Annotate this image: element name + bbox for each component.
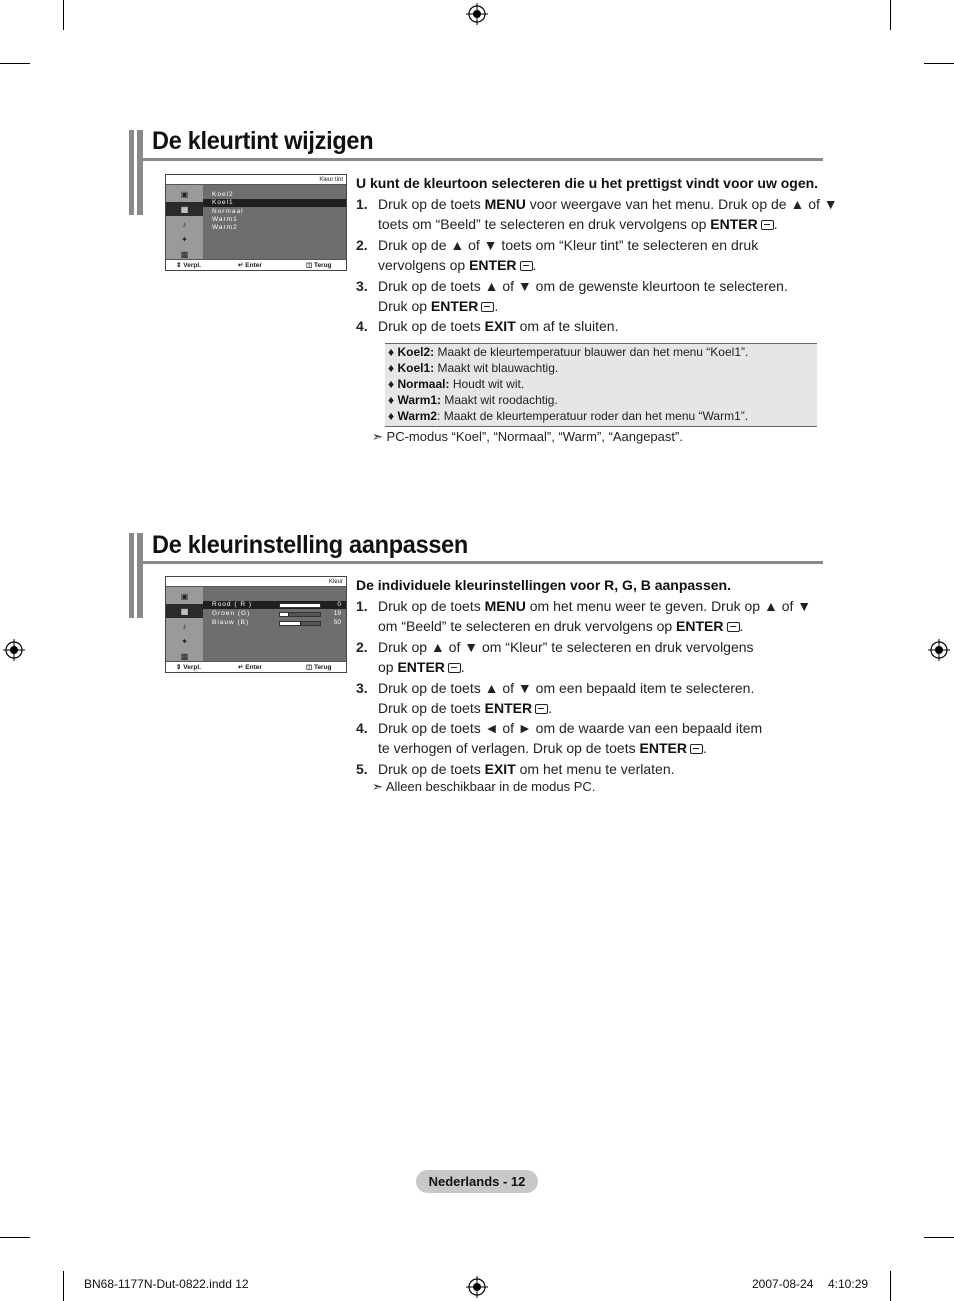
osd-footer xyxy=(166,259,346,270)
registration-mark-icon xyxy=(3,639,25,661)
picture-icon: ▦ xyxy=(166,202,203,216)
section-title: De kleurinstelling aanpassen xyxy=(152,531,469,559)
page-number-badge: Nederlands - 12 xyxy=(416,1170,538,1193)
osd-slider-bar[interactable] xyxy=(279,612,321,617)
step-text: Druk op de toets ◄ of ► om de waarde van een bepaald item xyxy=(378,720,763,736)
sound-icon: ♪ xyxy=(182,621,187,631)
enter-icon xyxy=(727,622,740,632)
osd-slider-label: Groen (G) xyxy=(212,610,251,617)
osd-slider-label: Blauw (B) xyxy=(212,619,250,626)
registration-mark-icon xyxy=(466,3,488,25)
osd-header: Kleur xyxy=(166,577,346,587)
pc-note xyxy=(372,779,595,795)
step-text: toets om “Beeld” te selecteren en druk vervolgens op ENTER . xyxy=(378,215,778,232)
section-bar xyxy=(137,533,143,618)
osd-menu-item[interactable]: Warm1 xyxy=(212,216,238,223)
step-item xyxy=(356,638,826,677)
osd-slider-bar[interactable] xyxy=(279,621,321,626)
step-item xyxy=(356,277,826,316)
section-title: De kleurtint wijzigen xyxy=(152,127,374,155)
channel-icon: ✦ xyxy=(181,636,188,646)
enter-icon xyxy=(690,744,703,754)
slug-date: 2007-08-24 xyxy=(752,1277,814,1291)
pc-note-text: PC-modus “Koel”, “Normaal”, “Warm”, “Aangepast”. xyxy=(386,429,683,444)
osd-slider-row[interactable] xyxy=(203,619,346,627)
step-text: Druk op de ▲ of ▼ toets om “Kleur tint” te selecteren en druk xyxy=(378,237,759,253)
step-item xyxy=(356,679,826,718)
step-item xyxy=(356,195,838,234)
osd-slider-bar[interactable] xyxy=(279,603,321,608)
crop-mark xyxy=(890,1271,891,1301)
step-number: 2. xyxy=(356,237,368,253)
step-text: op ENTER . xyxy=(378,658,465,675)
step-number: 1. xyxy=(356,196,368,212)
section-bar xyxy=(137,130,143,215)
osd-footer-back: ◫ Terug xyxy=(306,262,332,269)
section-rule xyxy=(143,561,823,564)
step-text: Druk op de toets MENU om het menu weer te geven. Druk op ▲ of ▼ xyxy=(378,598,812,614)
setup-icon: ▩ xyxy=(180,651,189,661)
channel-icon: ✦ xyxy=(181,234,188,244)
pc-note xyxy=(372,429,683,445)
step-item xyxy=(356,236,826,275)
osd-footer-enter: ↵ Enter xyxy=(238,262,262,269)
pc-note-text: Alleen beschikbaar in de modus PC. xyxy=(385,779,596,794)
section-lead: De individuele kleurinstellingen voor R, G, B aanpassen. xyxy=(356,577,731,593)
crop-mark xyxy=(890,0,891,30)
step-number: 4. xyxy=(356,720,368,736)
input-icon: ▣ xyxy=(180,591,189,601)
osd-menu-item[interactable]: Koel2 xyxy=(212,191,234,198)
bullet-icon: ♦ xyxy=(388,377,395,391)
crop-mark xyxy=(0,1237,30,1238)
step-item xyxy=(356,719,826,758)
step-item xyxy=(356,317,826,337)
osd-footer-move: ⇕ Verpl. xyxy=(176,664,201,671)
bullet-icon: ♦ xyxy=(388,345,395,359)
registration-mark-icon xyxy=(466,1276,488,1298)
step-text: te verhogen of verlagen. Druk op de toets ENTER . xyxy=(378,739,707,756)
enter-icon xyxy=(448,663,461,673)
osd-menu-item[interactable]: Normaal xyxy=(212,208,244,215)
osd-sidebar xyxy=(166,587,203,661)
section-bar xyxy=(129,130,134,215)
step-text: Druk op de toets ENTER . xyxy=(378,699,552,716)
crop-mark xyxy=(63,1271,64,1301)
input-icon: ▣ xyxy=(180,189,189,199)
step-text: om “Beeld” te selecteren en druk vervolgens op ENTER . xyxy=(378,617,744,634)
step-text: Druk op de toets ▲ of ▼ om een bepaald item te selecteren. xyxy=(378,680,755,696)
picture-icon: ▦ xyxy=(166,604,203,618)
osd-screen-color xyxy=(165,576,347,673)
osd-menu-item[interactable]: Koel1 xyxy=(203,199,346,207)
osd-sidebar xyxy=(166,185,203,259)
step-item xyxy=(356,597,826,636)
osd-header: Kleur tint xyxy=(166,175,346,185)
crop-mark xyxy=(924,63,954,64)
step-text: vervolgens op ENTER . xyxy=(378,256,537,273)
section-bar xyxy=(129,533,134,618)
crop-mark xyxy=(0,63,30,64)
note-item: ♦ Normaal: Houdt wit wit. xyxy=(388,377,525,391)
note-box xyxy=(385,343,817,427)
note-item: ♦ Koel2: Maakt de kleurtemperatuur blauwer dan het menu “Koel1”. xyxy=(388,345,749,359)
osd-slider-row[interactable] xyxy=(203,610,346,618)
step-text: Druk op de toets MENU voor weergave van het menu. Druk op de ▲ of ▼ xyxy=(378,196,838,212)
step-number: 5. xyxy=(356,761,368,777)
note-item: ♦ Koel1: Maakt wit blauwachtig. xyxy=(388,361,559,375)
step-text: Druk op ENTER . xyxy=(378,297,499,314)
osd-slider-label: Rood ( R ) xyxy=(212,601,252,608)
osd-footer-enter: ↵ Enter xyxy=(238,664,262,671)
osd-slider-value: 0 xyxy=(337,601,341,608)
section-rule xyxy=(143,158,823,161)
bullet-icon: ♦ xyxy=(388,361,395,375)
note-item: ♦ Warm1: Maakt wit roodachtig. xyxy=(388,393,558,407)
osd-menu-list xyxy=(203,587,346,661)
note-arrow-icon: ➣ xyxy=(372,779,383,794)
slug-time: 4:10:29 xyxy=(828,1277,869,1291)
enter-icon xyxy=(535,704,548,714)
note-item: ♦ Warm2: Maakt de kleurtemperatuur roder dan het menu “Warm1”. xyxy=(388,409,749,423)
note-arrow-icon: ➣ xyxy=(372,429,383,444)
step-number: 3. xyxy=(356,680,368,696)
bullet-icon: ♦ xyxy=(388,409,395,423)
registration-mark-icon xyxy=(928,639,950,661)
bullet-icon: ♦ xyxy=(388,393,395,407)
osd-menu-item[interactable]: Warm2 xyxy=(212,224,238,231)
step-text: Druk op de toets EXIT om af te sluiten. xyxy=(378,318,619,334)
osd-menu-list xyxy=(203,185,346,259)
osd-slider-value: 50 xyxy=(333,619,341,626)
step-item xyxy=(356,760,826,780)
crop-mark xyxy=(63,0,64,30)
step-text: Druk op de toets EXIT om het menu te verlaten. xyxy=(378,761,675,777)
setup-icon: ▩ xyxy=(180,249,189,259)
osd-footer xyxy=(166,661,346,672)
enter-icon xyxy=(761,220,774,230)
osd-slider-value: 19 xyxy=(333,610,341,617)
enter-icon xyxy=(520,261,533,271)
step-number: 2. xyxy=(356,639,368,655)
slug-file: BN68-1177N-Dut-0822.indd 12 xyxy=(84,1277,249,1291)
step-text: Druk op de toets ▲ of ▼ om de gewenste kleurtoon te selecteren. xyxy=(378,278,788,294)
step-text: Druk op ▲ of ▼ om “Kleur” te selecteren en druk vervolgens xyxy=(378,639,754,655)
sound-icon: ♪ xyxy=(182,219,187,229)
section-lead: U kunt de kleurtoon selecteren die u het prettigst vindt voor uw ogen. xyxy=(356,175,819,191)
osd-slider-row[interactable] xyxy=(203,601,346,609)
osd-footer-back: ◫ Terug xyxy=(306,664,332,671)
step-number: 1. xyxy=(356,598,368,614)
crop-mark xyxy=(924,1237,954,1238)
osd-footer-move: ⇕ Verpl. xyxy=(176,262,201,269)
osd-screen-color-tone xyxy=(165,174,347,271)
step-number: 3. xyxy=(356,278,368,294)
step-number: 4. xyxy=(356,318,368,334)
enter-icon xyxy=(481,302,494,312)
